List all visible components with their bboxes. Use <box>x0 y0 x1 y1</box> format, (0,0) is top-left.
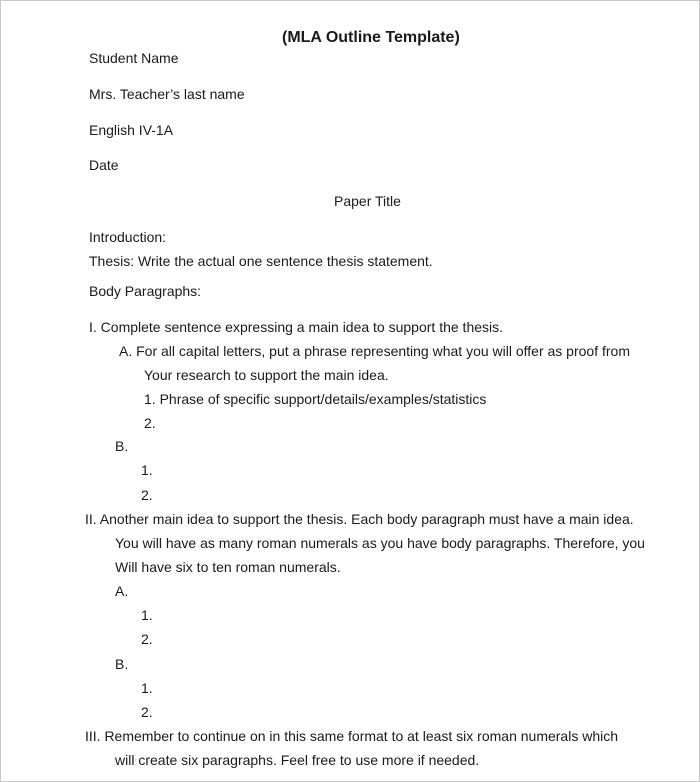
outline-i-a-item-2: 2. <box>144 415 156 431</box>
outline-ii-a-label: A. <box>115 583 129 599</box>
document-title: (MLA Outline Template) <box>282 29 460 46</box>
body-paragraphs-label: Body Paragraphs: <box>89 283 202 299</box>
outline-ii-a-item-1: 1. <box>141 607 153 623</box>
outline-ii-continuation-1: You will have as many roman numerals as you have body paragraphs. Therefore, you <box>115 535 645 551</box>
outline-ii-b-label: B. <box>115 656 129 672</box>
outline-i-line: I. Complete sentence expressing a main idea to support the thesis. <box>89 319 504 335</box>
outline-i-a-continuation: Your research to support the main idea. <box>144 367 389 383</box>
outline-i-b-item-1: 1. <box>141 462 153 478</box>
outline-ii-continuation-2: Will have six to ten roman numerals. <box>115 559 341 575</box>
student-name: Student Name <box>89 50 179 66</box>
outline-ii-a-item-2: 2. <box>141 631 153 647</box>
outline-i-b-label: B. <box>115 438 129 454</box>
outline-ii-line: II. Another main idea to support the thesis. Each body paragraph must have a main idea. <box>85 511 634 527</box>
outline-i-a-line: A. For all capital letters, put a phrase representing what you will offer as proof from <box>119 343 630 359</box>
paper-title: Paper Title <box>334 193 401 209</box>
outline-iii-line: III. Remember to continue on in this same format to at least six roman numerals which <box>85 728 619 744</box>
date-line: Date <box>89 157 119 173</box>
outline-iii-continuation: will create six paragraphs. Feel free to use more if needed. <box>115 752 480 768</box>
course-name: English IV-1A <box>89 122 174 138</box>
outline-ii-b-item-1: 1. <box>141 680 153 696</box>
thesis-line: Thesis: Write the actual one sentence thesis statement. <box>89 253 433 269</box>
outline-i-a-item-1: 1. Phrase of specific support/details/examples/statistics <box>144 391 487 407</box>
outline-ii-b-item-2: 2. <box>141 704 153 720</box>
outline-i-b-item-2: 2. <box>141 487 153 503</box>
introduction-label: Introduction: <box>89 229 167 245</box>
teacher-name: Mrs. Teacher’s last name <box>89 86 245 102</box>
